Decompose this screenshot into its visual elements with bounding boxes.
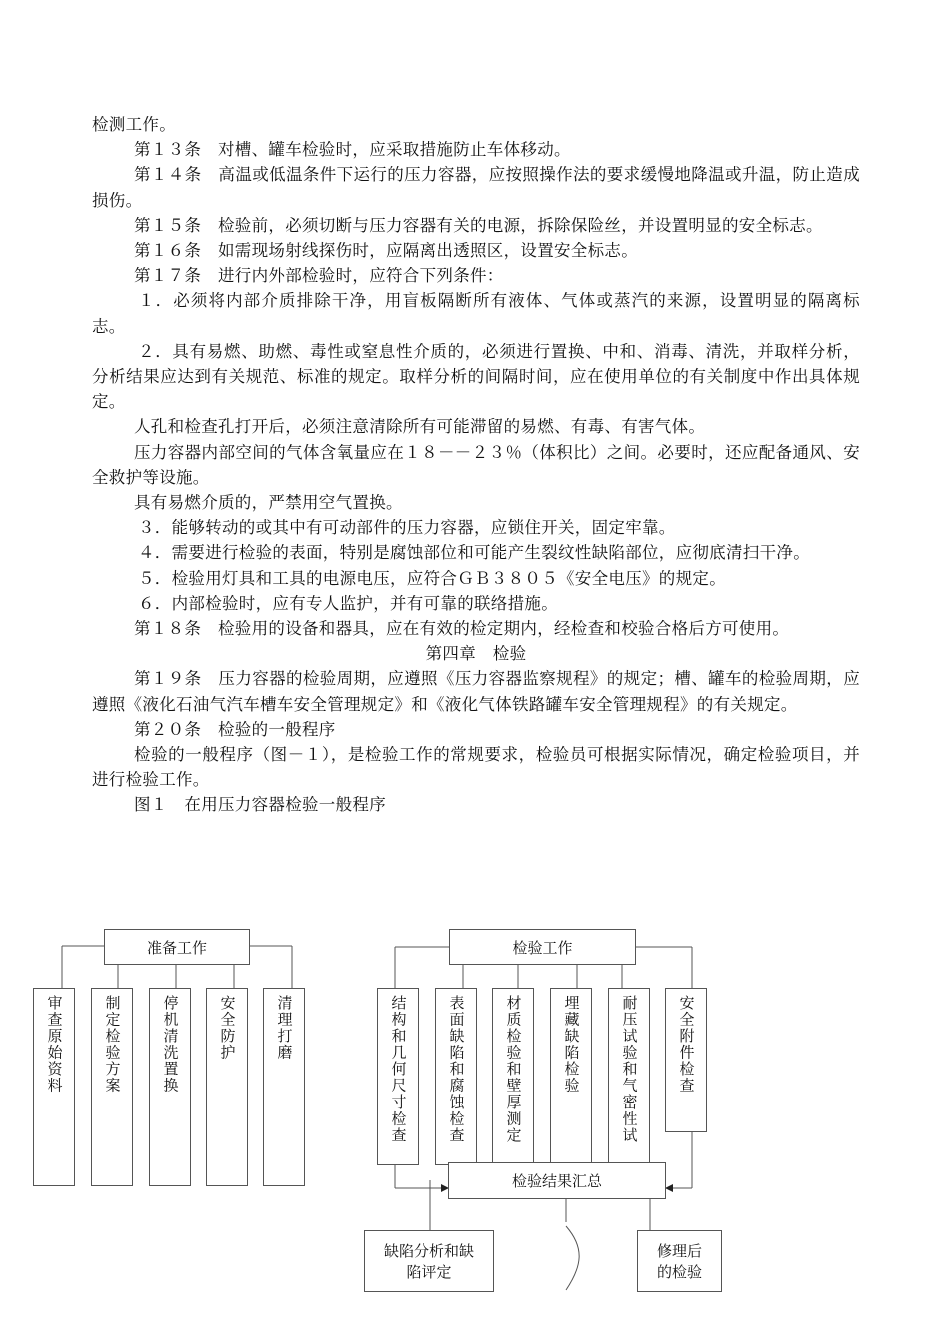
prep-item-box: [149, 988, 191, 1186]
paragraph: 检验的一般程序（图－１），是检验工作的常规要求，检验员可根据实际情况，确定检验项目，并进行检验工作。: [92, 745, 860, 790]
condition-1: １．必须将内部介质排除干净，用盲板隔断所有液体、气体或蒸汽的来源，设置明显的隔离标志。: [92, 291, 860, 336]
condition-3: ３．能够转动的或其中有可动部件的压力容器，应锁住开关，固定牢靠。: [138, 518, 676, 538]
article-20: 第２０条 检验的一般程序: [134, 719, 336, 739]
prep-item-label: 停机清洗置换: [161, 995, 180, 1094]
inspection-item-label: 安全附件检查: [677, 995, 696, 1094]
results-summary-box: [448, 1162, 666, 1199]
paragraph: 检测工作。: [92, 115, 176, 134]
article-19: 第１９条 压力容器的检验周期，应遵照《压力容器监察规程》的规定；槽、罐车的检验周期，应遵照《液化石油气汽车槽车安全管理规定》和《液化气体铁路罐车安全管理规程》的有关规定。: [92, 669, 860, 714]
inspection-item-label: 表面缺陷和腐蚀检查: [447, 995, 466, 1144]
prep-item-box: [206, 988, 248, 1186]
post-repair-inspection-box: [637, 1230, 722, 1292]
inspection-work-box: [449, 929, 636, 965]
prep-item-box: [33, 988, 75, 1186]
condition-6: ６．内部检验时，应有专人监护，并有可靠的联络措施。: [138, 593, 558, 613]
inspection-item-box: [665, 988, 707, 1132]
defect-analysis-line-2: 陷评定: [406, 1263, 452, 1281]
paragraph: 具有易燃介质的，严禁用空气置换。: [134, 493, 403, 513]
inspection-item-label: 材质检验和壁厚测定: [504, 995, 523, 1144]
inspection-item-label: 埋藏缺陷检验: [562, 995, 581, 1094]
chapter-heading: 第四章 检验: [425, 644, 527, 664]
results-summary-label: 检验结果汇总: [511, 1172, 602, 1190]
prep-item-label: 清理打磨: [275, 995, 294, 1061]
article-14: 第１４条 高温或低温条件下运行的压力容器，应按照操作法的要求缓慢地降温或升温，防止造成损伤。: [92, 165, 860, 210]
condition-5: ５．检验用灯具和工具的电源电压，应符合ＧＢ３８０５《安全电压》的规定。: [138, 568, 726, 588]
condition-4: ４．需要进行检验的表面，特别是腐蚀部位和可能产生裂纹性缺陷部位，应彻底清扫干净。: [138, 543, 810, 563]
article-18: 第１８条 检验用的设备和器具，应在有效的检定期内，经检查和校验合格后方可使用。: [134, 619, 790, 639]
prep-item-label: 安全防护: [218, 995, 237, 1061]
paragraph: 人孔和检查孔打开后，必须注意清除所有可能滞留的易燃、有毒、有害气体。: [134, 417, 706, 437]
paragraph: 压力容器内部空间的气体含氧量应在１８－－２３％（体积比）之间。必要时，还应配备通风、安全救护等设施。: [92, 442, 860, 487]
prep-item-label: 审查原始资料: [45, 995, 64, 1094]
article-17: 第１７条 进行内外部检验时，应符合下列条件：: [134, 266, 504, 286]
inspection-item-box: [435, 988, 477, 1165]
post-repair-line-2: 的检验: [656, 1263, 702, 1281]
post-repair-line-1: 修理后: [656, 1242, 702, 1260]
defect-analysis-line-1: 缺陷分析和缺: [383, 1242, 474, 1260]
inspection-work-label: 检验工作: [512, 938, 573, 957]
inspection-item-box: [492, 988, 534, 1165]
article-15: 第１５条 检验前，必须切断与压力容器有关的电源，拆除保险丝，并设置明显的安全标志。: [134, 215, 823, 235]
condition-2: ２．具有易燃、助燃、毒性或窒息性介质的，必须进行置换、中和、消毒、清洗，并取样分析，分析结果应达到有关规范、标准的规定。取样分析的间隔时间，应在使用单位的有关制度中作出具体规定。: [92, 341, 860, 412]
prep-item-label: 制定检验方案: [103, 995, 122, 1094]
inspection-item-box: [550, 988, 592, 1165]
article-16: 第１６条 如需现场射线探伤时，应隔离出透照区，设置安全标志。: [134, 241, 638, 261]
inspection-item-box: [608, 988, 650, 1165]
prep-item-box: [263, 988, 305, 1186]
prep-work-box: [104, 929, 250, 965]
inspection-item-box: [377, 988, 419, 1165]
figure-caption: 图１ 在用压力容器检验一般程序: [134, 795, 386, 815]
article-13: 第１３条 对槽、罐车检验时，应采取措施防止车体移动。: [134, 140, 571, 160]
inspection-item-label: 耐压试验和气密性试: [620, 995, 639, 1144]
prep-work-label: 准备工作: [146, 938, 207, 957]
inspection-item-label: 结构和几何尺寸检查: [389, 995, 408, 1144]
defect-analysis-box: [364, 1230, 494, 1292]
prep-item-box: [91, 988, 133, 1186]
